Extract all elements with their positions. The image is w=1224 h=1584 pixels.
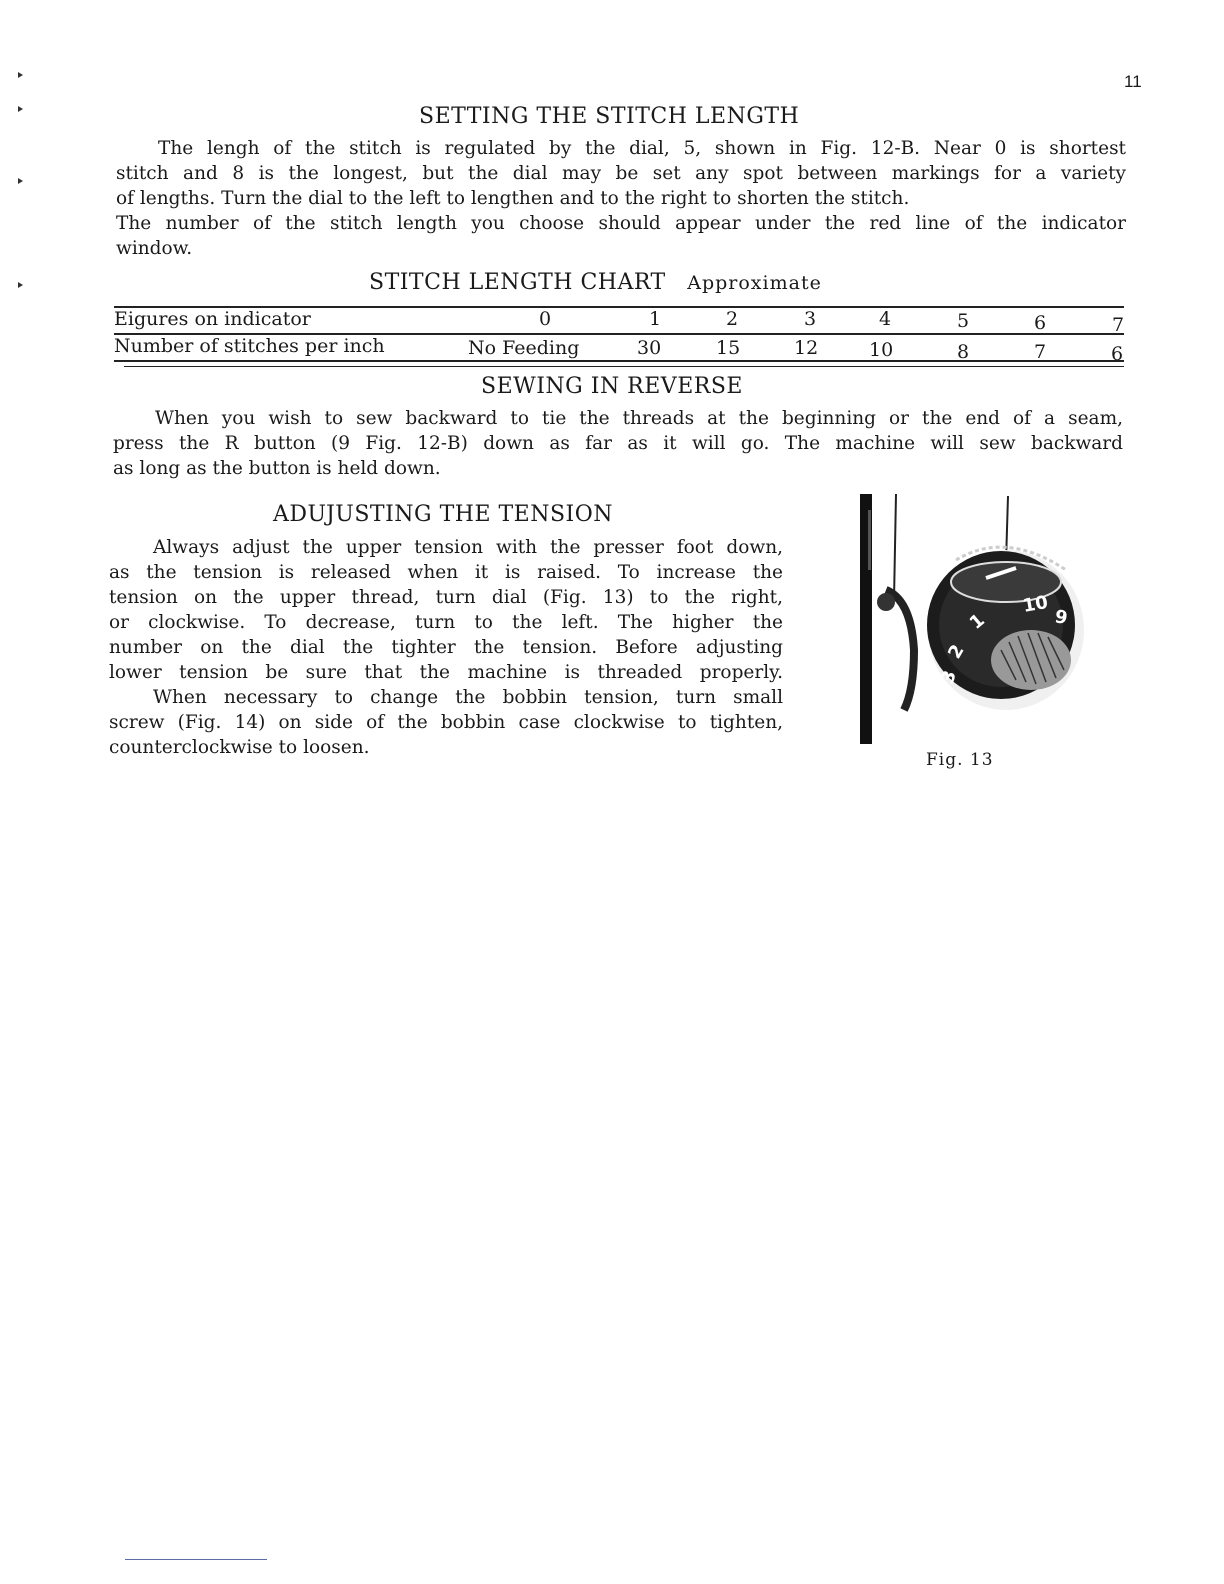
paragraph-line: stitch and 8 is the longest, but the dial may be set any spot between markings for a variety bbox=[116, 163, 1126, 184]
table-cell: 30 bbox=[637, 337, 662, 359]
page-number: 11 bbox=[1124, 72, 1142, 91]
table-cell: 7 bbox=[1034, 341, 1047, 363]
dial-number: 2 bbox=[944, 641, 969, 663]
table-rule bbox=[114, 360, 1124, 362]
paragraph-line: counterclockwise to loosen. bbox=[109, 737, 370, 758]
table-cell: 0 bbox=[539, 308, 552, 330]
chart-heading-title: STITCH LENGTH CHART bbox=[369, 270, 666, 295]
tension-paragraph bbox=[109, 535, 783, 760]
paragraph-line: The lengh of the stitch is regulated by the dial, 5, shown in Fig. 12-B. Near 0 is shortest bbox=[158, 138, 1126, 159]
table-cell: 8 bbox=[957, 341, 970, 363]
table-rule bbox=[124, 366, 1124, 367]
paragraph-line: of lengths. Turn the dial to the left to lengthen and to the right to shorten the stitch. bbox=[116, 188, 910, 209]
margin-mark bbox=[18, 282, 23, 288]
margin-mark bbox=[18, 106, 23, 112]
paragraph-line: lower tension be sure that the machine is threaded properly. bbox=[109, 662, 783, 683]
table-cell: No Feeding bbox=[468, 337, 580, 359]
reverse-heading: SEWING IN REVERSE bbox=[481, 374, 743, 399]
figure-caption: Fig. 13 bbox=[926, 750, 994, 770]
footer-rule bbox=[125, 1559, 267, 1560]
stitch-length-paragraph bbox=[116, 136, 1126, 261]
dial-number: 10 bbox=[1021, 591, 1050, 617]
table-row-label: Eigures on indicator bbox=[114, 308, 311, 330]
table-cell: 2 bbox=[726, 308, 739, 330]
margin-mark bbox=[18, 178, 23, 184]
table-cell: 10 bbox=[869, 339, 894, 361]
tension-heading: ADUJUSTING THE TENSION bbox=[273, 502, 614, 527]
stitch-length-heading: SETTING THE STITCH LENGTH bbox=[419, 104, 800, 129]
paragraph-line: number on the dial the tighter the tension. Before adjusting bbox=[109, 637, 783, 658]
paragraph-line: or clockwise. To decrease, turn to the left. The higher the bbox=[109, 612, 783, 633]
dial-number: 9 bbox=[1053, 606, 1070, 630]
table-cell: 1 bbox=[649, 308, 662, 330]
paragraph-line: When necessary to change the bobbin tension, turn small bbox=[153, 687, 783, 708]
table-cell: 15 bbox=[716, 337, 741, 359]
paragraph-line: as the tension is released when it is raised. To increase the bbox=[109, 562, 783, 583]
paragraph-line: press the R button (9 Fig. 12-B) down as far as it will go. The machine will sew backward bbox=[113, 433, 1123, 454]
table-cell: 6 bbox=[1034, 312, 1047, 334]
paragraph-line: The number of the stitch length you choose should appear under the red line of the indicator bbox=[116, 213, 1126, 234]
table-cell: 12 bbox=[794, 337, 819, 359]
paragraph-line: as long as the button is held down. bbox=[113, 458, 441, 479]
paragraph-line: screw (Fig. 14) on side of the bobbin case clockwise to tighten, bbox=[109, 712, 783, 733]
paragraph-line: Always adjust the upper tension with the presser foot down, bbox=[153, 537, 783, 558]
paragraph-line: window. bbox=[116, 238, 193, 259]
chart-heading bbox=[369, 270, 822, 295]
chart-heading-note: Approximate bbox=[687, 272, 822, 294]
dial-number: 1 bbox=[965, 609, 989, 634]
table-cell: 7 bbox=[1112, 314, 1125, 336]
reverse-paragraph bbox=[113, 406, 1123, 481]
table-row-label: Number of stitches per inch bbox=[114, 335, 385, 357]
table-cell: 5 bbox=[957, 310, 970, 332]
tension-dial-figure bbox=[856, 490, 1086, 746]
dial-number: 3 bbox=[936, 667, 961, 687]
table-cell: 6 bbox=[1111, 343, 1124, 365]
margin-mark bbox=[18, 72, 23, 78]
table-cell: 3 bbox=[804, 308, 817, 330]
paragraph-line: When you wish to sew backward to tie the threads at the beginning or the end of a seam, bbox=[155, 408, 1123, 429]
table-cell: 4 bbox=[879, 308, 892, 330]
paragraph-line: tension on the upper thread, turn dial (Fig. 13) to the right, bbox=[109, 587, 783, 608]
tension-dial-illustration bbox=[856, 490, 1086, 746]
